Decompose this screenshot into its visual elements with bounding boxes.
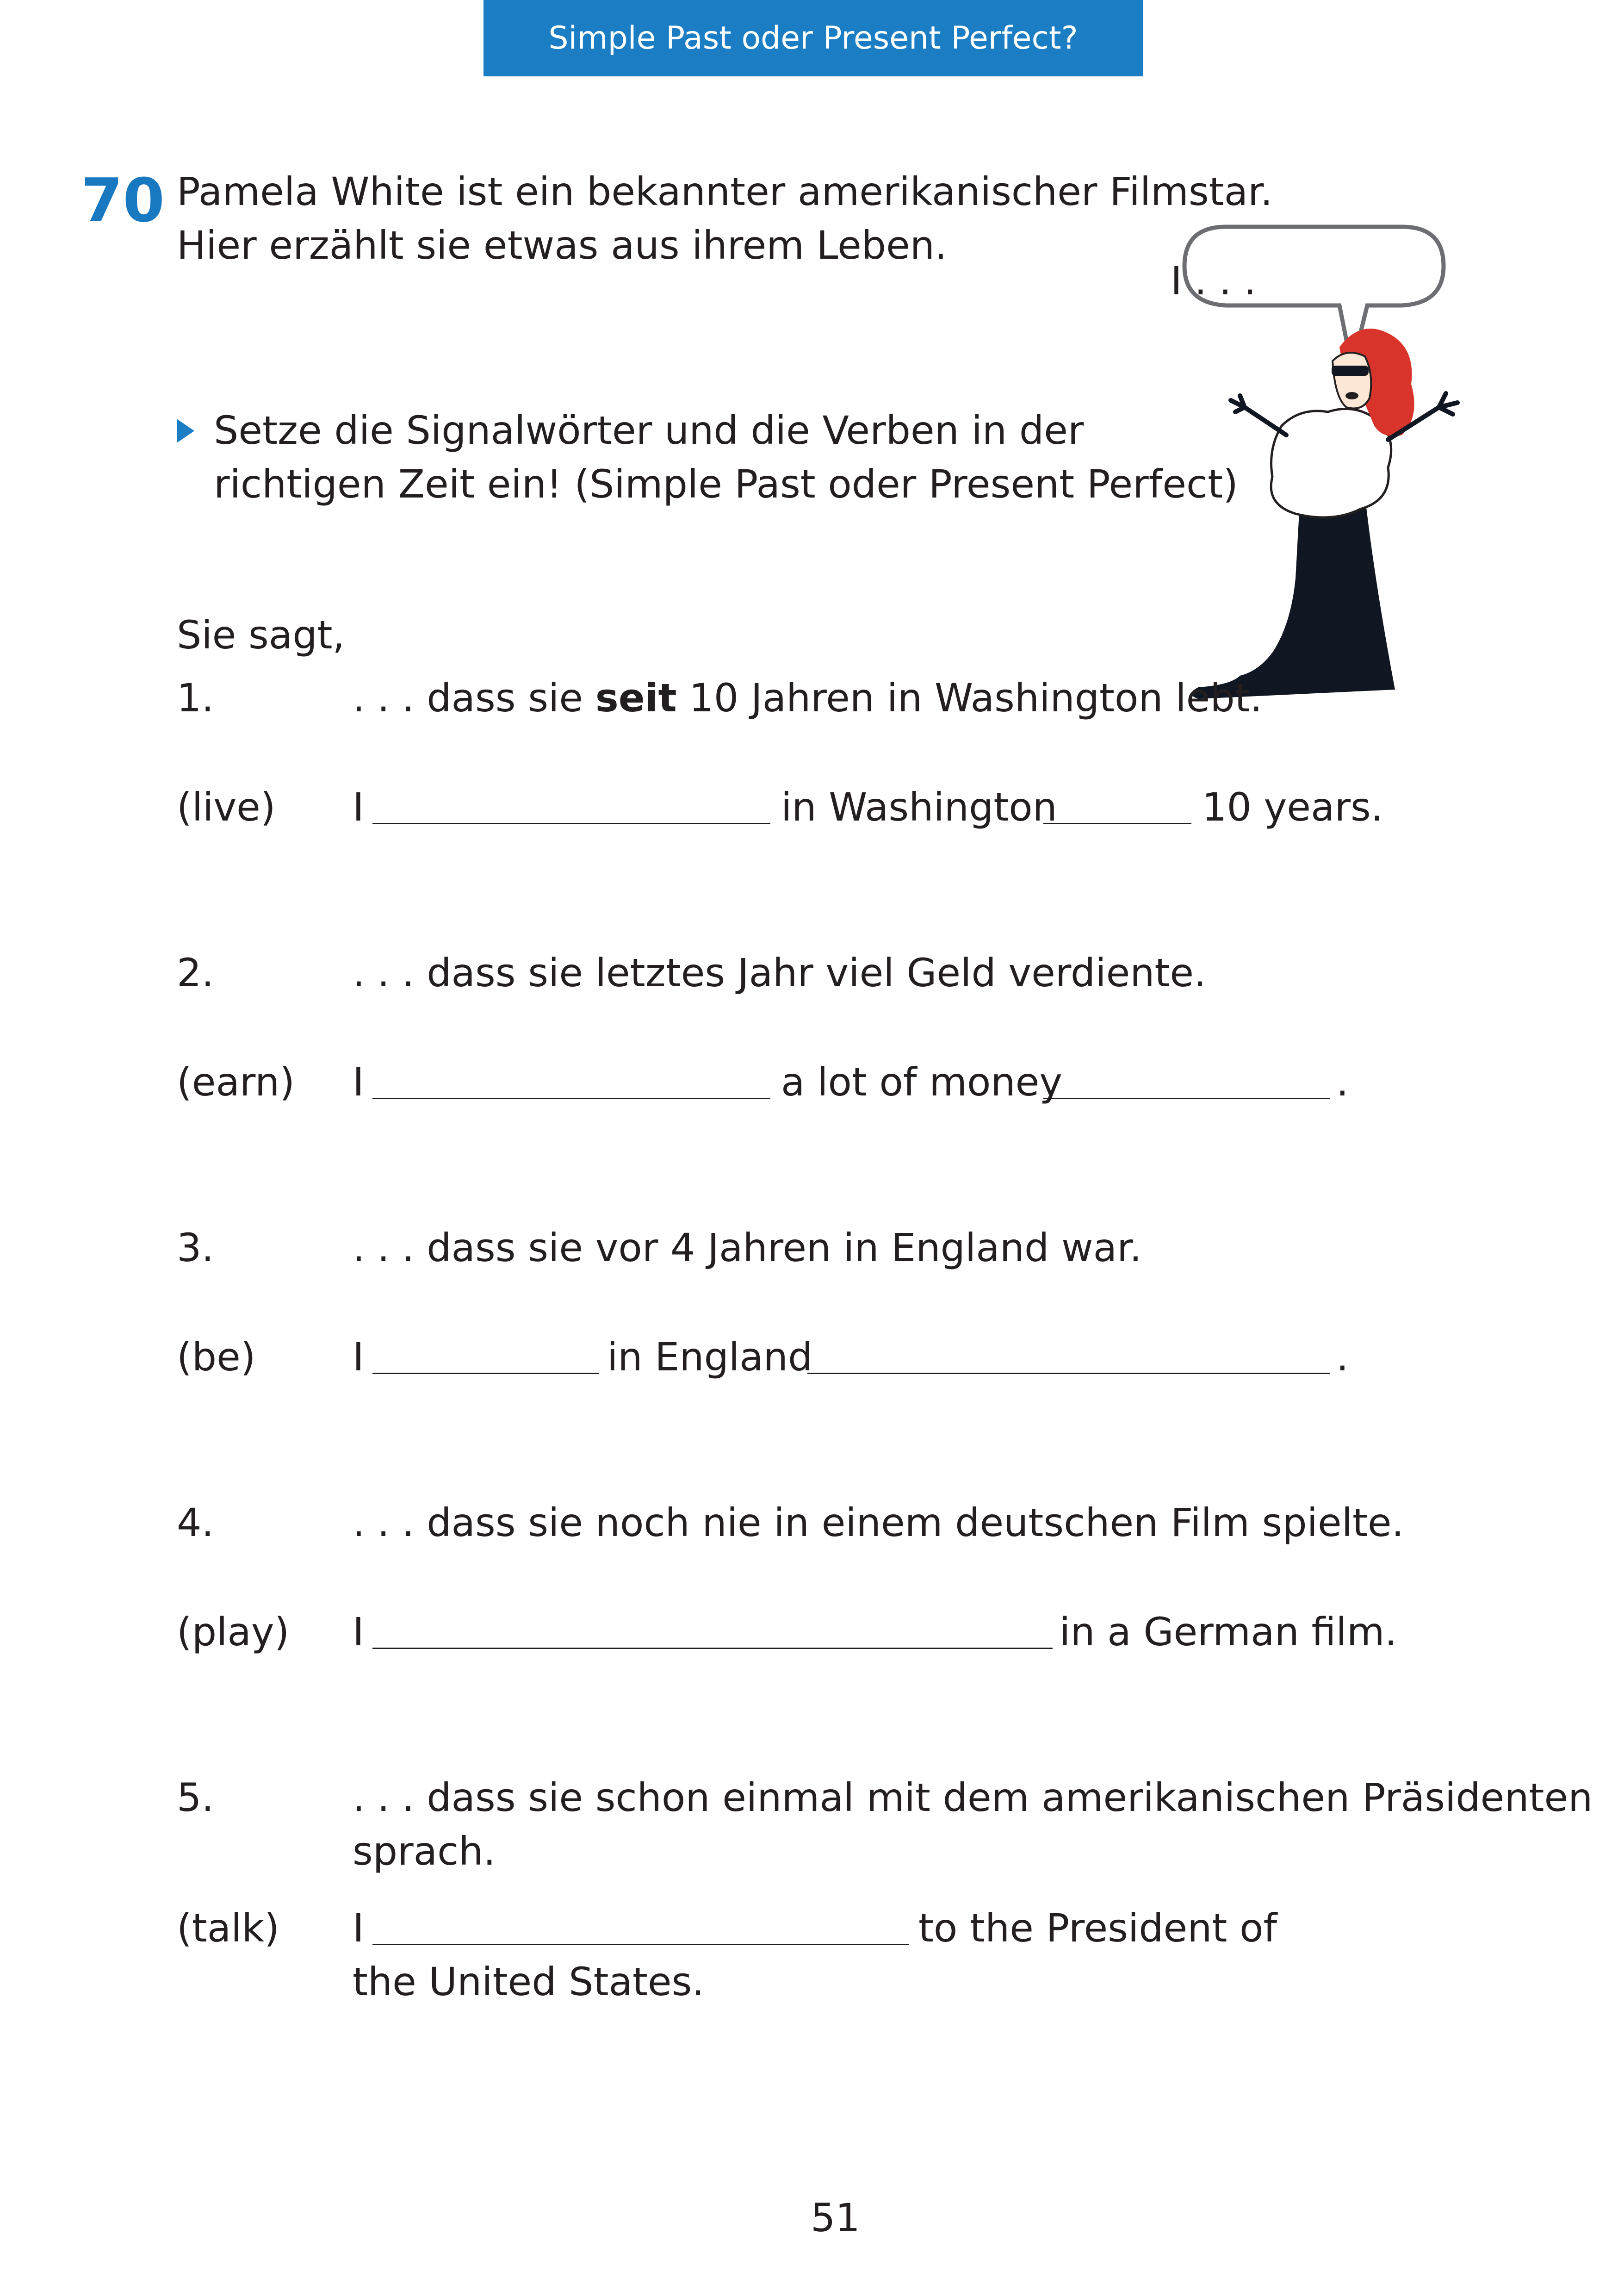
item-2-blank-signal[interactable] (1043, 1098, 1330, 1099)
item-4-start: I (353, 1609, 364, 1655)
left-arm-shape (1231, 396, 1286, 435)
item-1-sentence: . . . dass sie seit 10 Jahren in Washington lebt. (353, 675, 1263, 721)
item-2-start: I (353, 1059, 364, 1105)
item-2-blank-verb[interactable] (372, 1098, 770, 1099)
item-2-mid: a lot of money (781, 1059, 1063, 1105)
dress-shape (1191, 495, 1395, 699)
instruction-line-1: Setze die Signalwörter und die Verben in der (214, 408, 1084, 453)
item-5-blank-verb[interactable] (372, 1944, 909, 1945)
item-3-blank-signal[interactable] (807, 1373, 1330, 1374)
intro-line-1: Pamela White ist ein bekannter amerikanischer Filmstar. (177, 169, 1273, 214)
sunglasses-shape (1332, 366, 1369, 376)
item-4-blank-verb[interactable] (372, 1648, 1053, 1649)
item-1-start: I (353, 784, 364, 830)
instruction-arrow-icon (177, 419, 194, 443)
item-4-sentence: . . . dass sie noch nie in einem deutschen Film spielte. (353, 1500, 1404, 1545)
item-1-end: 10 years. (1202, 784, 1383, 830)
signal-word-seit: seit (595, 675, 677, 721)
item-3-blank-verb[interactable] (372, 1373, 599, 1374)
fur-stole-shape (1271, 409, 1391, 517)
item-3-sentence: . . . dass sie vor 4 Jahren in England war. (353, 1225, 1142, 1270)
face-shape (1333, 353, 1371, 409)
item-2-sentence: . . . dass sie letztes Jahr viel Geld verdiente. (353, 950, 1206, 996)
item-3-number: 3. (177, 1225, 214, 1270)
item-5-end-line-2: the United States. (353, 1959, 705, 2004)
item-2-number: 2. (177, 950, 214, 996)
item-4-verb: (play) (177, 1609, 290, 1655)
item-5-sentence-line-1: . . . dass sie schon einmal mit dem amerikanischen Präsidenten (353, 1775, 1593, 1820)
item-5-start: I (353, 1905, 364, 1951)
speech-bubble-text: I . . . (1171, 258, 1256, 304)
item-4-end: in a German film. (1060, 1609, 1397, 1655)
section-title: Simple Past oder Present Perfect? (548, 20, 1078, 56)
item-5-number: 5. (177, 1775, 214, 1820)
exercise-number: 70 (81, 165, 165, 236)
item-1-blank-signal[interactable] (1043, 823, 1191, 824)
intro-line-2: Hier erzählt sie etwas aus ihrem Leben. (177, 223, 947, 268)
item-2-verb: (earn) (177, 1059, 295, 1105)
item-5-sentence-line-2: sprach. (353, 1829, 496, 1874)
instruction-line-2: richtigen Zeit ein! (Simple Past oder Present Perfect) (214, 461, 1238, 507)
item-4-number: 4. (177, 1500, 214, 1545)
item-1-blank-verb[interactable] (372, 823, 770, 824)
item-1-mid: in Washington (781, 784, 1057, 830)
item-5-verb: (talk) (177, 1905, 279, 1951)
item-1-verb: (live) (177, 784, 276, 830)
item-3-start: I (353, 1334, 364, 1380)
section-header-banner (484, 0, 1143, 76)
mouth-shape (1345, 392, 1358, 399)
item-2-end: . (1336, 1059, 1349, 1105)
page-number: 51 (811, 2195, 860, 2240)
item-3-verb: (be) (177, 1334, 256, 1380)
item-3-mid: in England (607, 1334, 813, 1380)
lead-text: Sie sagt, (177, 612, 345, 658)
item-1-number: 1. (177, 675, 214, 721)
item-5-end-line-1: to the President of (918, 1905, 1277, 1951)
item-3-end: . (1336, 1334, 1349, 1380)
